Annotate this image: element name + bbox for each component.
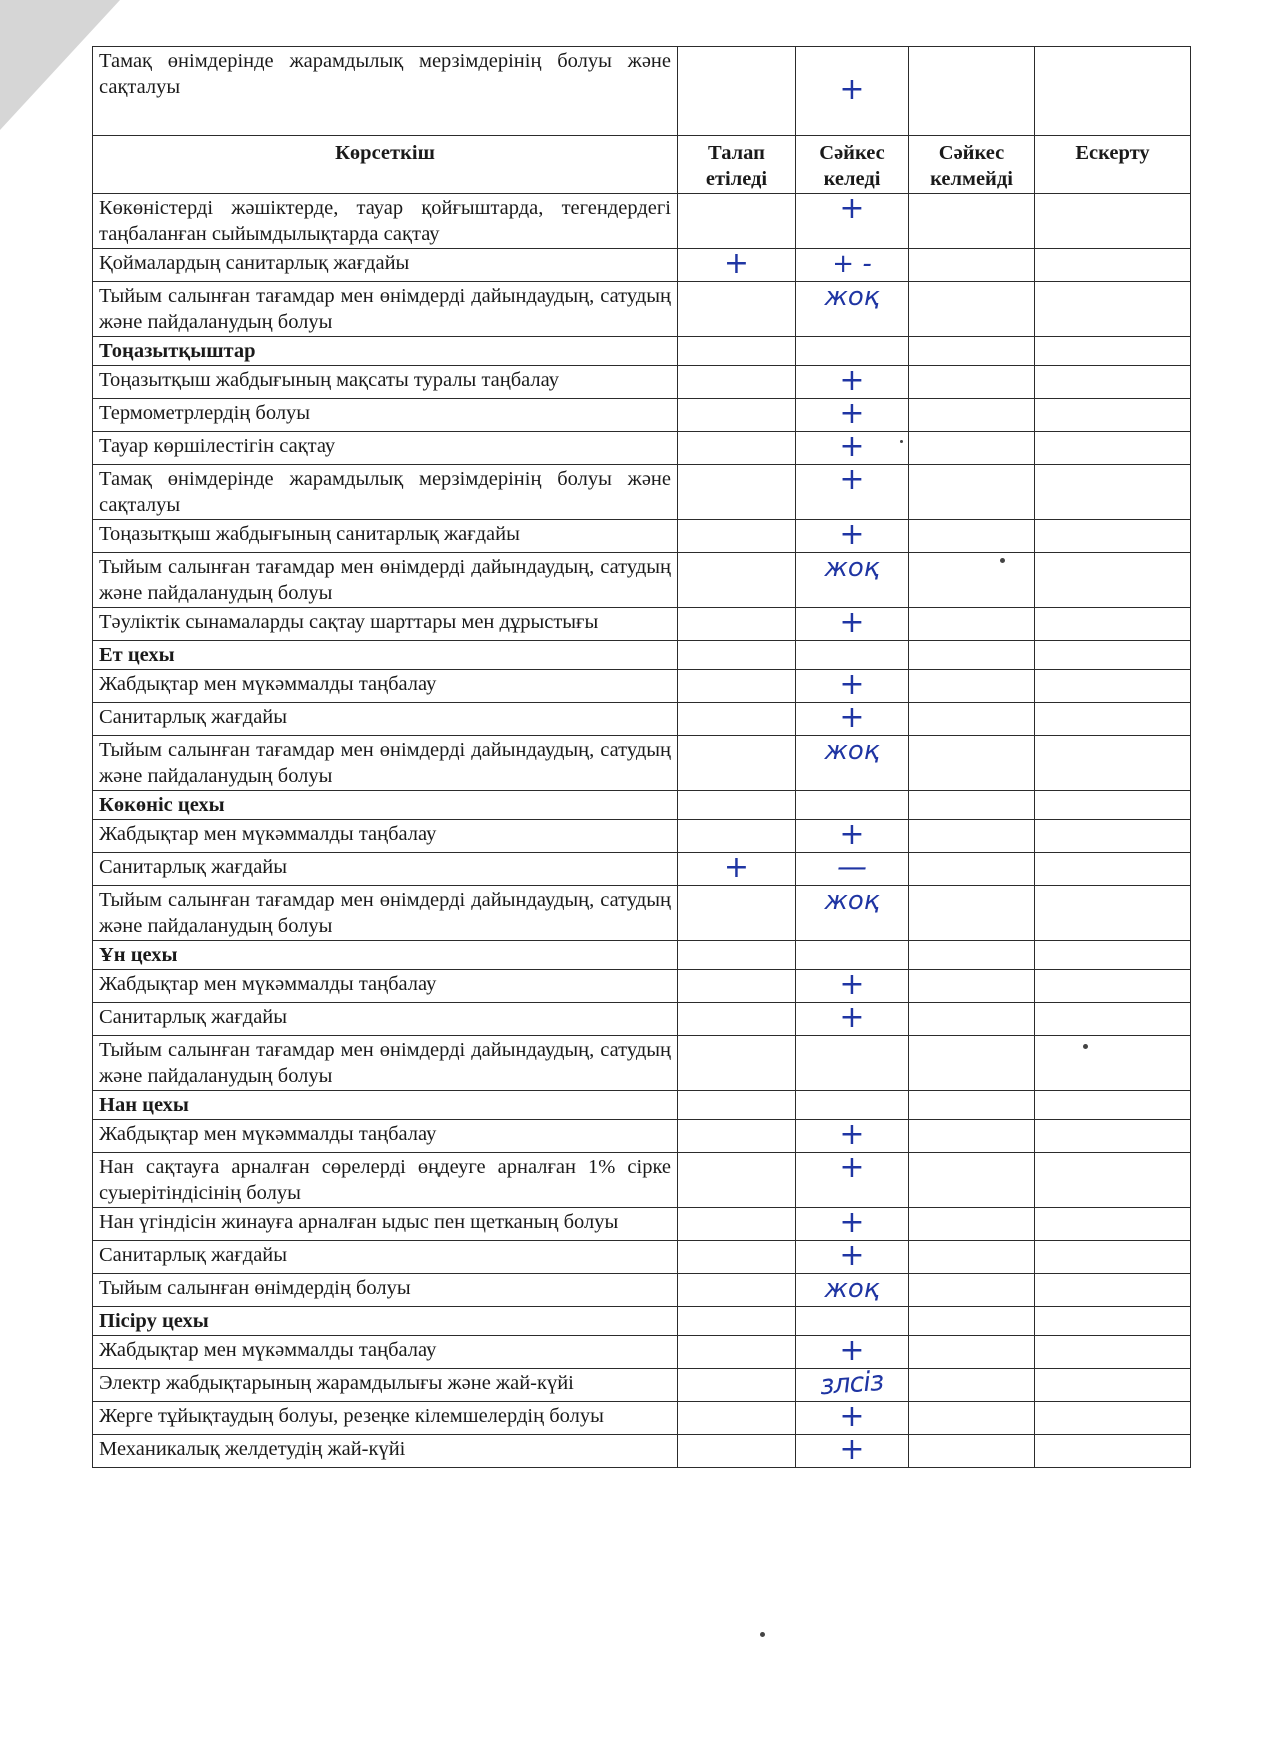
compliant-cell xyxy=(796,700,909,736)
required-cell xyxy=(678,1120,796,1153)
note-cell xyxy=(1035,970,1191,1003)
checklist-row xyxy=(93,1153,1191,1208)
note-cell xyxy=(1035,399,1191,432)
compliant-cell xyxy=(796,1150,909,1208)
required-cell xyxy=(678,465,796,520)
checklist-row xyxy=(93,703,1191,736)
checklist-row xyxy=(93,1369,1191,1402)
empty-cell xyxy=(678,791,796,820)
handwritten-mark: жоқ xyxy=(824,736,880,766)
compliant-cell xyxy=(796,1399,909,1435)
section-row xyxy=(93,641,1191,670)
required-cell xyxy=(678,194,796,249)
checklist-row xyxy=(93,249,1191,282)
empty-cell xyxy=(678,337,796,366)
handwritten-mark: + xyxy=(839,191,865,226)
empty-cell xyxy=(1035,1307,1191,1336)
indicator-cell: Тыйым салынған тағамдар мен өнімдерді дайындаудың, сатудың және пайдаланудың болуы xyxy=(93,282,678,337)
checklist-row xyxy=(93,1402,1191,1435)
noncompliant-cell xyxy=(909,1208,1035,1241)
noncompliant-cell xyxy=(909,1402,1035,1435)
noncompliant-cell xyxy=(909,366,1035,399)
indicator-cell: Санитарлық жағдайы xyxy=(93,853,678,886)
scan-speck xyxy=(760,1632,765,1637)
section-row xyxy=(93,791,1191,820)
noncompliant-cell xyxy=(909,1036,1035,1091)
checklist-row xyxy=(93,970,1191,1003)
required-cell xyxy=(678,1369,796,1402)
noncompliant-cell xyxy=(909,670,1035,703)
empty-cell xyxy=(678,941,796,970)
indicator-cell: Санитарлық жағдайы xyxy=(93,703,678,736)
note-cell xyxy=(1035,1402,1191,1435)
required-cell xyxy=(678,520,796,553)
note-cell xyxy=(1035,1241,1191,1274)
note-cell xyxy=(1035,366,1191,399)
required-cell xyxy=(678,1036,796,1091)
noncompliant-cell xyxy=(909,703,1035,736)
empty-cell xyxy=(796,337,909,366)
required-cell xyxy=(678,736,796,791)
compliant-cell xyxy=(796,667,909,703)
compliant-cell xyxy=(796,396,909,432)
note-cell xyxy=(1035,1369,1191,1402)
indicator-cell: Санитарлық жағдайы xyxy=(93,1241,678,1274)
top-row xyxy=(93,47,1191,136)
handwritten-mark: + xyxy=(839,1000,865,1035)
indicator-cell: Электр жабдықтарының жарамдылығы және жай-күйі xyxy=(93,1369,678,1402)
required-cell xyxy=(678,432,796,465)
note-cell xyxy=(1035,249,1191,282)
indicator-cell: Қоймалардың санитарлық жағдайы xyxy=(93,249,678,282)
header-compliant: Сәйкес келеді xyxy=(796,136,909,194)
required-cell xyxy=(678,886,796,941)
checklist-row xyxy=(93,1036,1191,1091)
empty-cell xyxy=(1035,1091,1191,1120)
note-cell xyxy=(1035,820,1191,853)
required-cell xyxy=(678,246,796,282)
header-note: Ескерту xyxy=(1035,136,1191,194)
note-cell xyxy=(1035,670,1191,703)
empty-cell xyxy=(1035,641,1191,670)
empty-cell xyxy=(1035,337,1191,366)
handwritten-mark: + xyxy=(839,1117,865,1152)
required-cell xyxy=(678,1003,796,1036)
required-cell xyxy=(678,1274,796,1307)
indicator-cell: Тоңазытқыш жабдығының мақсаты туралы таңбалау xyxy=(93,366,678,399)
header-indicator: Көрсеткіш xyxy=(93,136,678,194)
compliant-cell xyxy=(796,886,909,941)
required-cell xyxy=(678,1402,796,1435)
noncompliant-cell xyxy=(909,1120,1035,1153)
handwritten-mark: + xyxy=(839,967,865,1002)
checklist-row xyxy=(93,282,1191,337)
scan-speck xyxy=(1083,1044,1088,1049)
indicator-cell: Нан сақтауға арналған сөрелерді өңдеуге арналған 1% сірке суыерітіндісінің болуы xyxy=(93,1153,678,1208)
empty-cell xyxy=(909,641,1035,670)
note-cell xyxy=(1035,432,1191,465)
scan-speck xyxy=(900,440,903,443)
compliant-cell xyxy=(796,967,909,1003)
handwritten-mark: + xyxy=(839,700,865,735)
checklist-row xyxy=(93,432,1191,465)
empty-cell xyxy=(796,941,909,970)
indicator-cell: Жабдықтар мен мүкәммалды таңбалау xyxy=(93,1120,678,1153)
note-cell xyxy=(1035,886,1191,941)
compliant-cell xyxy=(796,1205,909,1241)
required-cell xyxy=(678,47,796,136)
checklist-row xyxy=(93,366,1191,399)
indicator-cell: Жабдықтар мен мүкәммалды таңбалау xyxy=(93,970,678,1003)
checklist-row xyxy=(93,1120,1191,1153)
section-title: Көкөніс цехы xyxy=(93,791,678,820)
checklist-row xyxy=(93,1208,1191,1241)
indicator-cell: Тамақ өнімдерінде жарамдылық мерзімдерінің болуы және сақталуы xyxy=(93,47,678,136)
empty-cell xyxy=(796,791,909,820)
required-cell xyxy=(678,970,796,1003)
required-cell xyxy=(678,1435,796,1468)
compliant-cell xyxy=(796,1365,909,1402)
section-row xyxy=(93,337,1191,366)
handwritten-mark: + xyxy=(839,1333,865,1368)
noncompliant-cell xyxy=(909,194,1035,249)
header-required: Талап етіледі xyxy=(678,136,796,194)
section-row xyxy=(93,1307,1191,1336)
compliant-cell xyxy=(796,553,909,608)
handwritten-mark: + xyxy=(839,1150,865,1185)
note-cell xyxy=(1035,520,1191,553)
note-cell xyxy=(1035,282,1191,337)
handwritten-mark: жоқ xyxy=(824,282,880,312)
compliant-cell xyxy=(796,282,909,337)
handwritten-mark: + xyxy=(839,1205,865,1240)
indicator-cell: Тыйым салынған тағамдар мен өнімдерді дайындаудың, сатудың және пайдаланудың болуы xyxy=(93,553,678,608)
note-cell xyxy=(1035,703,1191,736)
required-cell xyxy=(678,703,796,736)
note-cell xyxy=(1035,608,1191,641)
handwritten-mark: + xyxy=(839,462,865,497)
section-title: Нан цехы xyxy=(93,1091,678,1120)
compliant-cell xyxy=(796,47,909,136)
checklist-row xyxy=(93,1435,1191,1468)
checklist-row xyxy=(93,194,1191,249)
indicator-cell: Жерге тұйықтаудың болуы, резеңке кілемшелердің болуы xyxy=(93,1402,678,1435)
indicator-cell: Нан үгіндісін жинауға арналған ыдыс пен щетканың болуы xyxy=(93,1208,678,1241)
indicator-cell: Тыйым салынған өнімдердің болуы xyxy=(93,1274,678,1307)
noncompliant-cell xyxy=(909,736,1035,791)
empty-cell xyxy=(909,1307,1035,1336)
note-cell xyxy=(1035,736,1191,791)
handwritten-mark: + xyxy=(723,850,750,885)
empty-cell xyxy=(678,641,796,670)
noncompliant-cell xyxy=(909,249,1035,282)
noncompliant-cell xyxy=(909,1369,1035,1402)
note-cell xyxy=(1035,1003,1191,1036)
handwritten-mark: + xyxy=(839,1432,865,1467)
checklist-row xyxy=(93,736,1191,791)
required-cell xyxy=(678,366,796,399)
note-cell xyxy=(1035,553,1191,608)
noncompliant-cell xyxy=(909,553,1035,608)
noncompliant-cell xyxy=(909,820,1035,853)
handwritten-mark: жоқ xyxy=(824,886,880,916)
noncompliant-cell xyxy=(909,1241,1035,1274)
compliant-cell xyxy=(796,517,909,553)
indicator-cell: Тыйым салынған тағамдар мен өнімдерді дайындаудың, сатудың және пайдаланудың болуы xyxy=(93,1036,678,1091)
compliant-cell xyxy=(796,429,909,465)
noncompliant-cell xyxy=(909,47,1035,136)
checklist-row xyxy=(93,670,1191,703)
noncompliant-cell xyxy=(909,886,1035,941)
indicator-cell: Тыйым салынған тағамдар мен өнімдерді дайындаудың, сатудың және пайдаланудың болуы xyxy=(93,736,678,791)
header-row xyxy=(93,136,1191,194)
noncompliant-cell xyxy=(909,399,1035,432)
handwritten-mark: + - xyxy=(832,249,872,279)
checklist-row xyxy=(93,399,1191,432)
note-cell xyxy=(1035,47,1191,136)
indicator-cell: Тауар көршілестігін сақтау xyxy=(93,432,678,465)
checklist-row xyxy=(93,853,1191,886)
noncompliant-cell xyxy=(909,608,1035,641)
inspection-checklist-table xyxy=(92,46,1191,1468)
noncompliant-cell xyxy=(909,1274,1035,1307)
compliant-cell xyxy=(796,1432,909,1468)
note-cell xyxy=(1035,194,1191,249)
indicator-cell: Механикалық желдетудің жай-күйі xyxy=(93,1435,678,1468)
noncompliant-cell xyxy=(909,282,1035,337)
handwritten-mark: + xyxy=(839,1399,865,1434)
compliant-cell xyxy=(796,1238,909,1274)
empty-cell xyxy=(678,1091,796,1120)
note-cell xyxy=(1035,1274,1191,1307)
required-cell xyxy=(678,1153,796,1208)
checklist-row xyxy=(93,608,1191,641)
handwritten-mark: — xyxy=(837,850,867,885)
noncompliant-cell xyxy=(909,853,1035,886)
empty-cell xyxy=(678,1307,796,1336)
scan-speck xyxy=(1000,558,1005,563)
empty-cell xyxy=(909,941,1035,970)
checklist-row xyxy=(93,1274,1191,1307)
handwritten-mark: + xyxy=(839,1238,865,1273)
compliant-cell xyxy=(796,363,909,399)
note-cell xyxy=(1035,1208,1191,1241)
handwritten-mark: + xyxy=(723,246,750,281)
checklist-row xyxy=(93,1003,1191,1036)
checklist-row xyxy=(93,820,1191,853)
compliant-cell xyxy=(796,850,909,886)
indicator-cell: Тыйым салынған тағамдар мен өнімдерді дайындаудың, сатудың және пайдаланудың болуы xyxy=(93,886,678,941)
compliant-cell xyxy=(796,1036,909,1091)
noncompliant-cell xyxy=(909,1336,1035,1369)
note-cell xyxy=(1035,465,1191,520)
required-cell xyxy=(678,553,796,608)
empty-cell xyxy=(796,1307,909,1336)
empty-cell xyxy=(796,641,909,670)
section-title: Пісіру цехы xyxy=(93,1307,678,1336)
noncompliant-cell xyxy=(909,432,1035,465)
indicator-cell: Жабдықтар мен мүкәммалды таңбалау xyxy=(93,820,678,853)
handwritten-mark: + xyxy=(839,667,865,702)
handwritten-mark: злсіз xyxy=(819,1365,885,1402)
section-row xyxy=(93,941,1191,970)
required-cell xyxy=(678,820,796,853)
note-cell xyxy=(1035,1120,1191,1153)
checklist-row xyxy=(93,520,1191,553)
handwritten-mark: + xyxy=(839,72,865,107)
required-cell xyxy=(678,1241,796,1274)
handwritten-mark: + xyxy=(839,817,865,852)
checklist-row xyxy=(93,1336,1191,1369)
checklist-row xyxy=(93,465,1191,520)
handwritten-mark: жоқ xyxy=(824,553,880,583)
noncompliant-cell xyxy=(909,465,1035,520)
compliant-cell xyxy=(796,1117,909,1153)
noncompliant-cell xyxy=(909,1153,1035,1208)
checklist-body xyxy=(93,47,1191,1468)
compliant-cell xyxy=(796,1274,909,1307)
noncompliant-cell xyxy=(909,1003,1035,1036)
handwritten-mark: жоқ xyxy=(824,1274,880,1304)
indicator-cell: Термометрлердің болуы xyxy=(93,399,678,432)
required-cell xyxy=(678,670,796,703)
compliant-cell xyxy=(796,605,909,641)
handwritten-mark: + xyxy=(839,429,865,464)
checklist-row xyxy=(93,886,1191,941)
empty-cell xyxy=(909,1091,1035,1120)
compliant-cell xyxy=(796,462,909,520)
section-title: Тоңазытқыштар xyxy=(93,337,678,366)
note-cell xyxy=(1035,1036,1191,1091)
handwritten-mark: + xyxy=(839,517,865,552)
required-cell xyxy=(678,850,796,886)
compliant-cell xyxy=(796,191,909,249)
compliant-cell xyxy=(796,736,909,791)
compliant-cell xyxy=(796,249,909,282)
indicator-cell: Санитарлық жағдайы xyxy=(93,1003,678,1036)
noncompliant-cell xyxy=(909,1435,1035,1468)
note-cell xyxy=(1035,1336,1191,1369)
header-noncompliant: Сәйкес келмейді xyxy=(909,136,1035,194)
section-title: Ұн цехы xyxy=(93,941,678,970)
indicator-cell: Жабдықтар мен мүкәммалды таңбалау xyxy=(93,670,678,703)
note-cell xyxy=(1035,1153,1191,1208)
checklist-row xyxy=(93,1241,1191,1274)
checklist-row xyxy=(93,553,1191,608)
required-cell xyxy=(678,399,796,432)
compliant-cell xyxy=(796,1333,909,1369)
note-cell xyxy=(1035,853,1191,886)
section-row xyxy=(93,1091,1191,1120)
empty-cell xyxy=(1035,791,1191,820)
indicator-cell: Жабдықтар мен мүкәммалды таңбалау xyxy=(93,1336,678,1369)
indicator-cell: Көкөністерді жәшіктерде, тауар қойғыштарда, тегендердегі таңбаланған сыйымдылықтарда сақтау xyxy=(93,194,678,249)
empty-cell xyxy=(1035,941,1191,970)
empty-cell xyxy=(909,791,1035,820)
noncompliant-cell xyxy=(909,520,1035,553)
noncompliant-cell xyxy=(909,970,1035,1003)
required-cell xyxy=(678,1336,796,1369)
handwritten-mark: + xyxy=(839,605,865,640)
required-cell xyxy=(678,1208,796,1241)
section-title: Ет цехы xyxy=(93,641,678,670)
indicator-cell: Тәуліктік сынамаларды сақтау шарттары мен дұрыстығы xyxy=(93,608,678,641)
empty-cell xyxy=(796,1091,909,1120)
note-cell xyxy=(1035,1435,1191,1468)
compliant-cell xyxy=(796,817,909,853)
indicator-cell: Тоңазытқыш жабдығының санитарлық жағдайы xyxy=(93,520,678,553)
indicator-cell: Тамақ өнімдерінде жарамдылық мерзімдерінің болуы және сақталуы xyxy=(93,465,678,520)
handwritten-mark: + xyxy=(839,363,865,398)
handwritten-mark: + xyxy=(839,396,865,431)
compliant-cell xyxy=(796,1000,909,1036)
required-cell xyxy=(678,282,796,337)
required-cell xyxy=(678,608,796,641)
empty-cell xyxy=(909,337,1035,366)
